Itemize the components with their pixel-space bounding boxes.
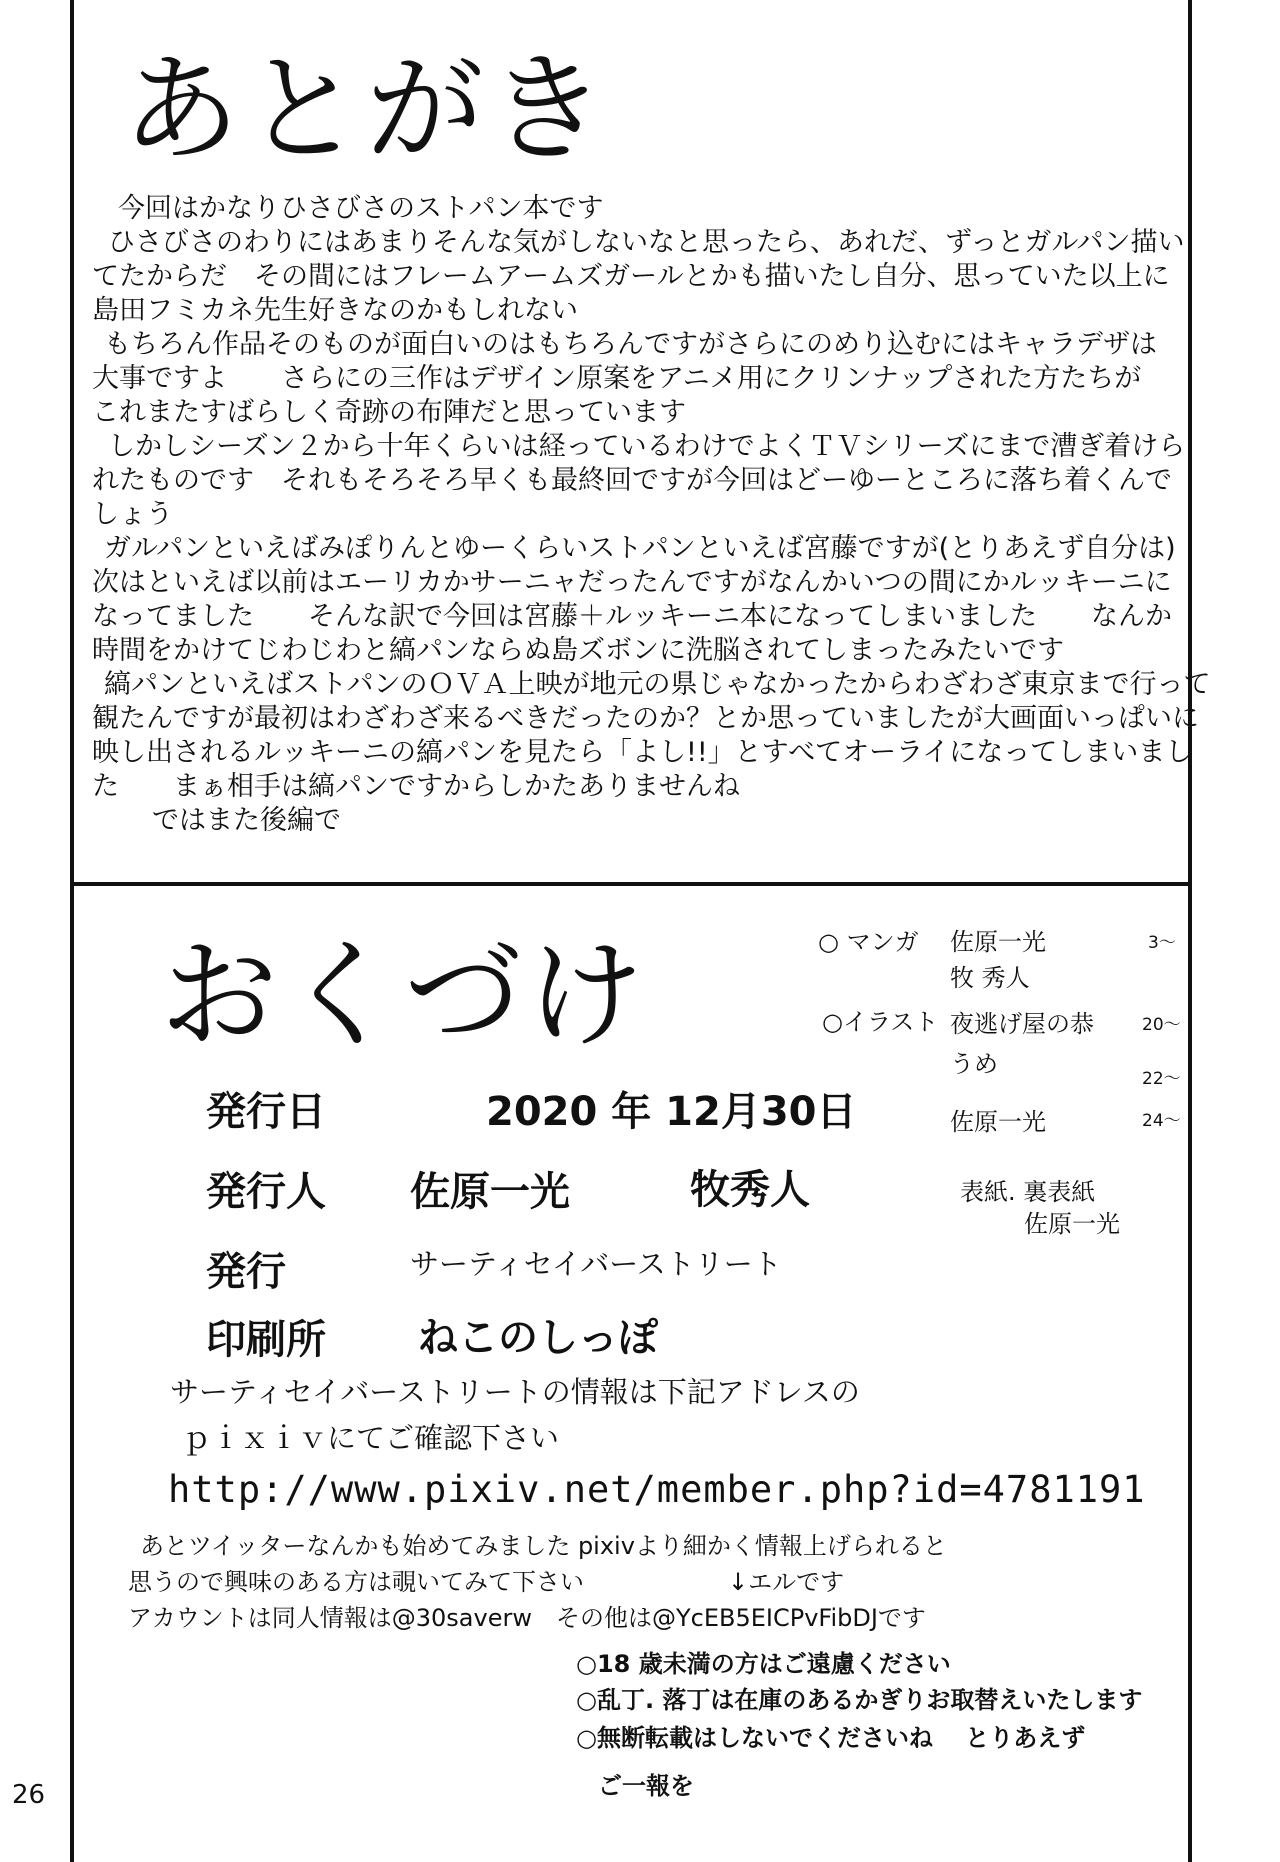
afterword-line: しょう	[92, 499, 173, 530]
notice-line: ご一報を	[598, 1772, 694, 1800]
afterword-line: れたものです それもそろそろ早くも最終回ですが今回はどーゆーところに落ち着くんで	[92, 465, 1172, 496]
credit-page: 22～	[1142, 1069, 1181, 1089]
notice-line: ○無断転載はしないでくださいね とりあえず	[576, 1724, 1086, 1752]
pixiv-url: http://www.pixiv.net/member.php?id=4781191	[168, 1468, 1146, 1511]
cover-credit-name: 佐原一光	[1024, 1210, 1120, 1238]
afterword-line: これまたすばらしく奇跡の布陣だと思っています	[92, 397, 686, 428]
afterword-line: ひさびさのわりにはあまりそんな気がしないなと思ったら、あれだ、ずっとガルパン描い	[108, 227, 1185, 258]
afterword-title: あとがき	[122, 40, 611, 178]
afterword-line: 映し出されるルッキーニの縞パンを見たら「よし!!」とすべてオーライになってしまいまし	[92, 737, 1193, 768]
issue-date-label: 発行日	[206, 1089, 326, 1135]
afterword-line: 次はといえば以前はエーリカかサーニャだったんですがなんかいつの間にかルッキーニに	[92, 567, 1172, 598]
printer-value: ねこのしっぽ	[418, 1315, 658, 1361]
notice-line: ○乱丁. 落丁は在庫のあるかぎりお取替えいたします	[576, 1686, 1143, 1714]
credit-role: ○ マンガ	[818, 928, 919, 956]
credit-name: うめ	[950, 1050, 998, 1078]
issuer-label: 発行	[206, 1249, 286, 1295]
afterword-line: ガルパンといえばみぽりんとゆーくらいストパンといえば宮藤ですが(とりあえず自分は)	[104, 533, 1176, 564]
twitter-line: アカウントは同人情報は@30saverw その他は@YcEB5EICPvFibDJです	[128, 1604, 926, 1632]
colophon-title: おくづけ	[160, 926, 649, 1064]
issuer-value: サーティセイバーストリート	[410, 1247, 782, 1281]
twitter-line: あとツイッターなんかも始めてみました pixivより細かく情報上げられると	[140, 1532, 947, 1560]
afterword-line: もちろん作品そのものが面白いのはもちろんですがさらにのめり込むにはキャラデザは	[104, 329, 1157, 360]
afterword-line: た まぁ相手は縞パンですからしかたありませんね	[92, 771, 740, 802]
publisher-label: 発行人	[206, 1169, 326, 1215]
credit-name: 夜逃げ屋の恭	[950, 1010, 1094, 1038]
credit-page: 24～	[1142, 1111, 1181, 1131]
printer-label: 印刷所	[206, 1317, 326, 1363]
info-line: ｐｉｘｉｖにてご確認下さい	[182, 1421, 560, 1455]
publisher-name: 佐原一光	[410, 1169, 570, 1215]
page-number: 26	[12, 1780, 46, 1810]
info-line: サーティセイバーストリートの情報は下記アドレスの	[170, 1375, 860, 1409]
afterword-line: 今回はかなりひさびさのストパン本です	[118, 193, 604, 224]
afterword-line: てたからだ その間にはフレームアームズガールとかも描いたし自分、思っていた以上に	[92, 261, 1170, 292]
afterword-line: 観たんですが最初はわざわざ来るべきだったのか？とか思っていましたが大画面いっぱいに	[92, 703, 1199, 734]
credit-name: 佐原一光	[950, 928, 1046, 956]
credit-role: ○イラスト	[822, 1008, 939, 1036]
afterword-line: 島田フミカネ先生好きなのかもしれない	[92, 295, 578, 326]
afterword-line: 縞パンといえばストパンのＯＶＡ上映が地元の県じゃなかったからわざわざ東京まで行って	[104, 669, 1211, 700]
notice-line: ○18 歳未満の方はご遠慮ください	[576, 1650, 951, 1678]
issue-date-value: 2020 年 12月30日	[486, 1089, 857, 1135]
afterword-line: しかしシーズン２から十年くらいは経っているわけでよくＴＶシリーズにまで漕ぎ着けら	[108, 431, 1186, 462]
afterword-line: 時間をかけてじわじわと縞パンならぬ島ズボンに洗脳されてしまったみたいです	[92, 635, 1064, 666]
twitter-line: 思うので興味のある方は覗いてみて下さい ↓エルです	[128, 1568, 845, 1596]
afterword-line: なってました そんな訳で今回は宮藤＋ルッキーニ本になってしまいました なんか	[92, 601, 1172, 632]
credit-page: 20～	[1142, 1015, 1181, 1035]
afterword-line: 大事ですよ さらにの三作はデザイン原案をアニメ用にクリンナップされた方たちが	[92, 363, 1142, 394]
credit-name: 牧 秀人	[950, 964, 1030, 992]
credit-name: 佐原一光	[950, 1108, 1046, 1136]
credit-page: 3～	[1148, 933, 1176, 953]
cover-credit-label: 表紙. 裏表紙	[960, 1178, 1096, 1206]
publisher-name: 牧秀人	[690, 1167, 810, 1213]
afterword-line: ではまた後編で	[152, 805, 341, 836]
